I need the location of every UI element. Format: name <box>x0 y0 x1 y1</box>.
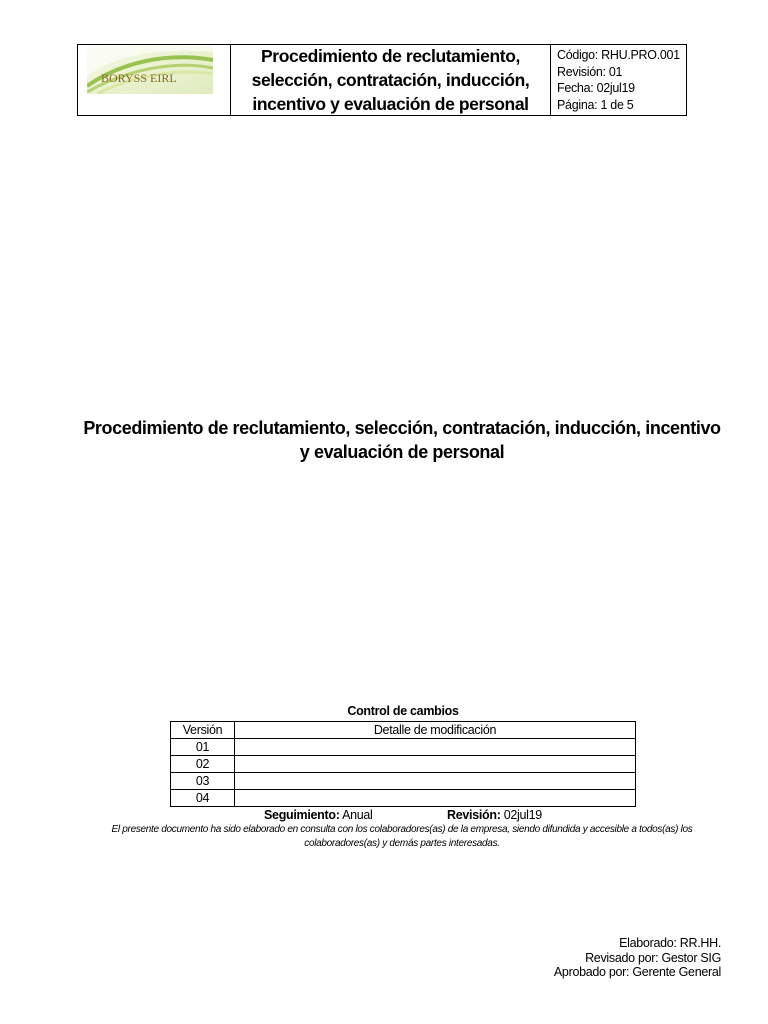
version-cell: 04 <box>171 790 235 807</box>
logo-text: BORYSS EIRL <box>101 71 177 85</box>
doc-revision: Revisión: 01 <box>557 64 623 79</box>
table-row <box>171 790 636 807</box>
column-header-detail: Detalle de modificación <box>235 722 636 739</box>
logo-cell <box>78 45 231 115</box>
doc-date: Fecha: 02jul19 <box>557 81 635 95</box>
detail-cell <box>235 790 636 807</box>
table-row <box>171 773 636 790</box>
column-header-version: Versión <box>171 722 235 739</box>
version-cell: 02 <box>171 756 235 773</box>
signature-block <box>554 936 721 980</box>
revision-value: 02jul19 <box>503 808 542 822</box>
version-cell: 01 <box>171 739 235 756</box>
detail-cell <box>235 756 636 773</box>
change-control-title: Control de cambios <box>347 704 459 718</box>
consultation-note: El presente documento ha sido elaborado en consulta con los colaboradores(as) de la empresa, siendo difundida y accesible a todos(as) los colaboradores(as) y demás partes interesadas. <box>111 824 693 849</box>
document-header <box>77 44 687 116</box>
header-meta-cell <box>551 45 686 115</box>
doc-page: Página: 1 de 5 <box>557 97 634 112</box>
change-control-table <box>170 721 636 807</box>
detail-cell <box>235 773 636 790</box>
tracking-label: Seguimiento: <box>264 808 340 822</box>
approved-by: Aprobado por: Gerente General <box>553 965 721 979</box>
prepared-by: Elaborado: RR.HH. <box>619 936 721 950</box>
table-row <box>171 756 636 773</box>
reviewed-by: Revisado por: Gestor SIG <box>585 950 721 965</box>
company-logo <box>87 46 213 94</box>
header-title-cell <box>231 45 551 115</box>
table-row <box>171 739 636 756</box>
header-title: Procedimiento de reclutamiento, selección, contratación, inducción, incentivo y evaluación de personal <box>251 46 530 114</box>
detail-cell <box>235 739 636 756</box>
revision-label: Revisión: <box>447 808 501 822</box>
table-header-row <box>171 722 636 739</box>
tracking-revision <box>447 808 542 822</box>
version-cell: 03 <box>171 773 235 790</box>
tracking-value: Anual <box>342 808 373 822</box>
tracking-frequency <box>264 808 373 822</box>
document-title: Procedimiento de reclutamiento, selección, contratación, inducción, incentivo y evaluación de personal <box>83 418 721 462</box>
doc-code: Código: RHU.PRO.001 <box>557 48 680 62</box>
